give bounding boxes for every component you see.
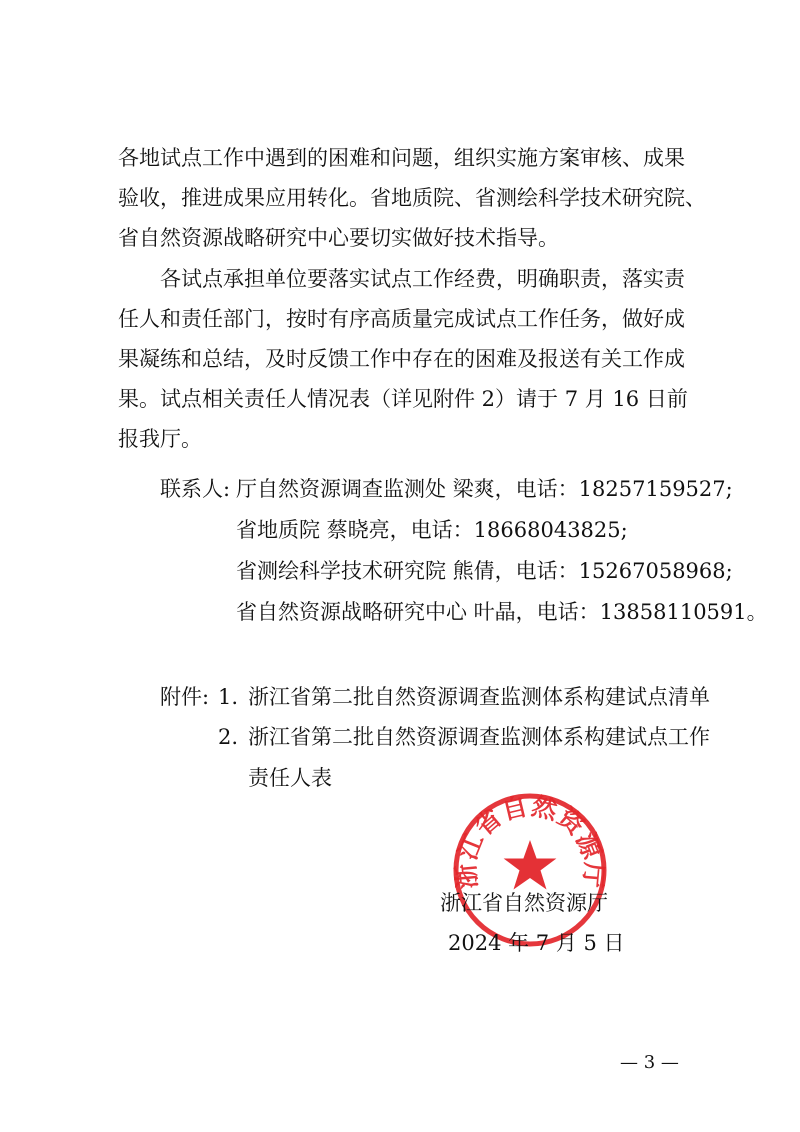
issue-date: 2024 年 7 月 5 日 (448, 931, 625, 955)
page-number: — 3 — (620, 1052, 679, 1073)
paragraph-1-line-2: 验收，推进成果应用转化。省地质院、省测绘科学技术研究院、 (118, 186, 706, 210)
paragraph-2-line-3: 果凝练和总结，及时反馈工作中存在的困难及报送有关工作成 (118, 347, 685, 371)
paragraph-2-line-4: 果。试点相关责任人情况表（详见附件 2）请于 7 月 16 日前 (118, 387, 688, 411)
attachment-number: 1. (218, 685, 239, 709)
issuer-name: 浙江省自然资源厅 (440, 891, 608, 915)
seal-graphic (450, 790, 610, 950)
attachment-title: 浙江省第二批自然资源调查监测体系构建试点清单 (248, 685, 710, 709)
attachments-label: 附件: (160, 685, 210, 709)
seal-star (504, 840, 557, 890)
paragraph-1-line-1: 各地试点工作中遇到的困难和问题，组织实施方案审核、成果 (118, 146, 685, 170)
contact-entry: 省测绘科学技术研究院 熊倩，电话：15267058968; (236, 559, 733, 583)
attachment-title: 浙江省第二批自然资源调查监测体系构建试点工作 (248, 725, 710, 749)
paragraph-2-line-1: 各试点承担单位要落实试点工作经费，明确职责，落实责 (160, 267, 685, 291)
paragraph-2-line-5: 报我厅。 (118, 427, 202, 451)
paragraph-1-line-3: 省自然资源战略研究中心要切实做好技术指导。 (118, 226, 559, 250)
attachment-number: 2. (218, 725, 239, 749)
seal-ring-textpath: 浙江省自然资源厅 (451, 791, 609, 891)
attachment-title-continued: 责任人表 (248, 766, 332, 790)
contact-entry: 省自然资源战略研究中心 叶晶，电话：13858110591。 (236, 600, 768, 624)
official-seal (450, 790, 610, 950)
contact-entry: 厅自然资源调查监测处 梁爽，电话：18257159527; (236, 477, 733, 501)
paragraph-2-line-2: 任人和责任部门，按时有序高质量完成试点工作任务，做好成 (118, 307, 685, 331)
contact-entry: 省地质院 蔡晓亮，电话：18668043825; (236, 518, 628, 542)
contacts-label: 联系人: (160, 477, 231, 501)
